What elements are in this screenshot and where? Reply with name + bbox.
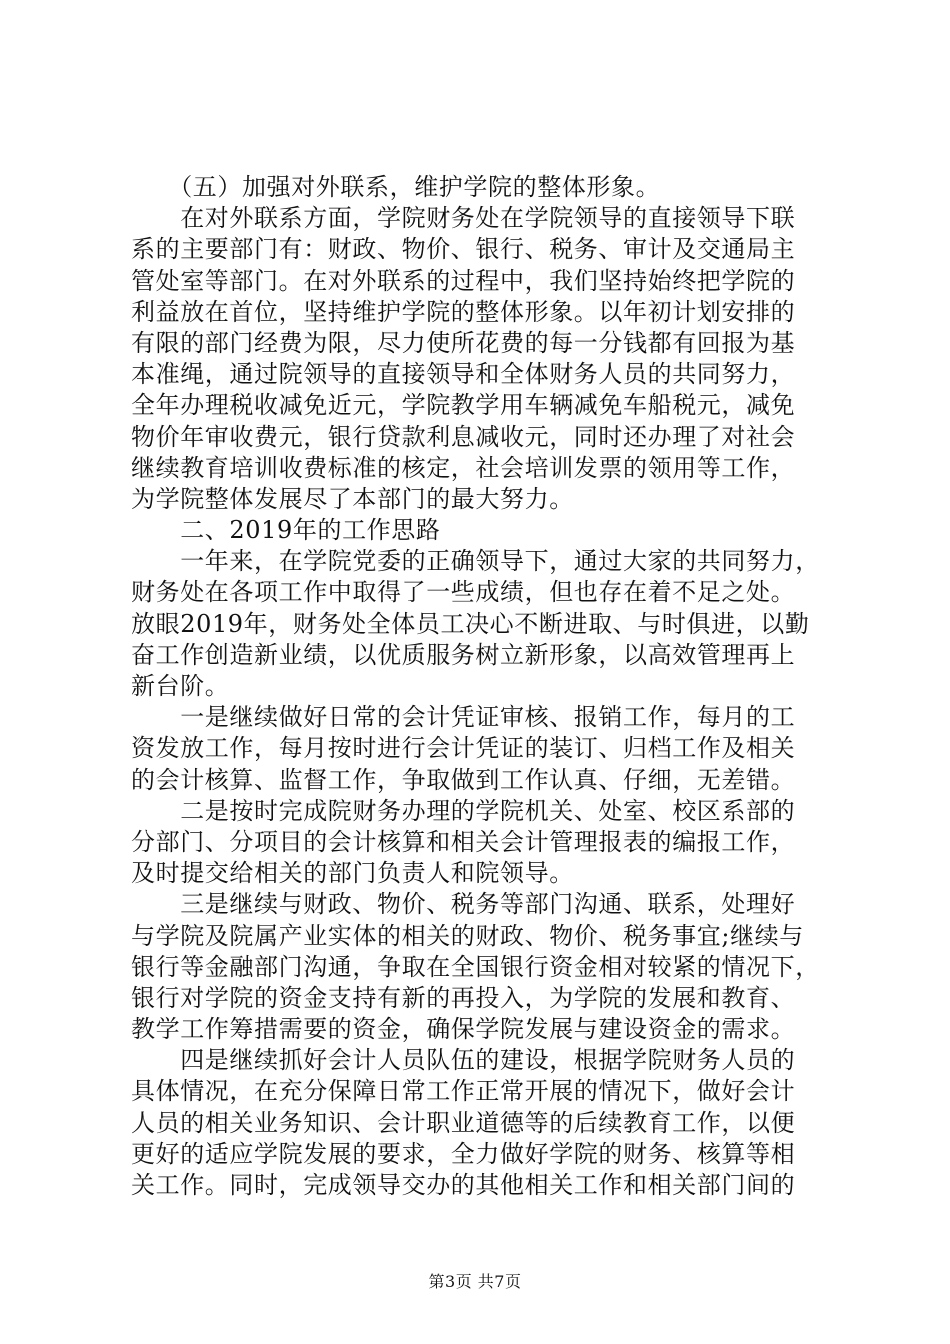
document-body: [131, 172, 831, 1201]
text-line: 二是按时完成院财务办理的学院机关、处室、校区系部的: [131, 796, 796, 825]
text-line: 一年来，在学院党委的正确领导下，通过大家的共同努力，: [131, 547, 820, 576]
text-line: 更好的适应学院发展的要求，全力做好学院的财务、核算等相: [131, 1139, 796, 1168]
text-line: 的会计核算、监督工作，争取做到工作认真、仔细，无差错。: [131, 765, 796, 794]
text-line: 分部门、分项目的会计核算和相关会计管理报表的编报工作，: [131, 827, 796, 856]
text-line: 银行等金融部门沟通，争取在全国银行资金相对较紧的情况下，: [131, 952, 820, 981]
section-heading: 二、2019年的工作思路: [131, 516, 441, 545]
text-line: 继续教育培训收费标准的核定，社会培训发票的领用等工作，: [131, 453, 796, 482]
text-line: 银行对学院的资金支持有新的再投入，为学院的发展和教育、: [131, 983, 796, 1012]
text-line: 人员的相关业务知识、会计职业道德等的后续教育工作，以便: [131, 1108, 796, 1137]
text-line: 全年办理税收减免近元，学院教学用车辆减免车船税元，减免: [131, 391, 796, 420]
text-line: 系的主要部门有：财政、物价、银行、税务、审计及交通局主: [131, 235, 796, 264]
text-line: 四是继续抓好会计人员队伍的建设，根据学院财务人员的: [131, 1046, 796, 1075]
text-line: 本准绳，通过院领导的直接领导和全体财务人员的共同努力，: [131, 360, 796, 389]
text-line: 有限的部门经费为限，尽力使所花费的每一分钱都有回报为基: [131, 328, 796, 357]
text-line: 一是继续做好日常的会计凭证审核、报销工作，每月的工: [131, 703, 796, 732]
text-line: 资发放工作，每月按时进行会计凭证的装订、归档工作及相关: [131, 734, 796, 763]
text-line: 新台阶。: [131, 672, 230, 700]
text-line: 及时提交给相关的部门负责人和院领导。: [131, 859, 574, 888]
text-line: 关工作。同时，完成领导交办的其他相关工作和相关部门间的: [131, 1171, 796, 1199]
text-line: 奋工作创造新业绩，以优质服务树立新形象，以高效管理再上: [131, 640, 796, 669]
text-line: 三是继续与财政、物价、税务等部门沟通、联系，处理好: [131, 890, 796, 919]
text-line: 利益放在首位，坚持维护学院的整体形象。以年初计划安排的: [131, 297, 796, 326]
text-line: 具体情况，在充分保障日常工作正常开展的情况下，做好会计: [131, 1077, 796, 1106]
text-line: 放眼2019年，财务处全体员工决心不断进取、与时俱进，以勤: [131, 609, 810, 638]
text-line: 教学工作筹措需要的资金，确保学院发展与建设资金的需求。: [131, 1015, 796, 1044]
text-line: 财务处在各项工作中取得了一些成绩，但也存在着不足之处。: [131, 578, 796, 607]
text-line: 在对外联系方面，学院财务处在学院领导的直接领导下联: [131, 204, 796, 233]
text-line: （五）加强对外联系，维护学院的整体形象。: [131, 173, 661, 201]
text-line: 与学院及院属产业实体的相关的财政、物价、税务事宜;继续与: [131, 921, 804, 950]
text-line: 管处室等部门。在对外联系的过程中，我们坚持始终把学院的: [131, 266, 796, 295]
text-line: 物价年审收费元，银行贷款利息减收元，同时还办理了对社会: [131, 422, 796, 451]
page-number-footer: 第3页 共7页: [428, 1272, 522, 1291]
text-line: 为学院整体发展尽了本部门的最大努力。: [131, 484, 574, 513]
